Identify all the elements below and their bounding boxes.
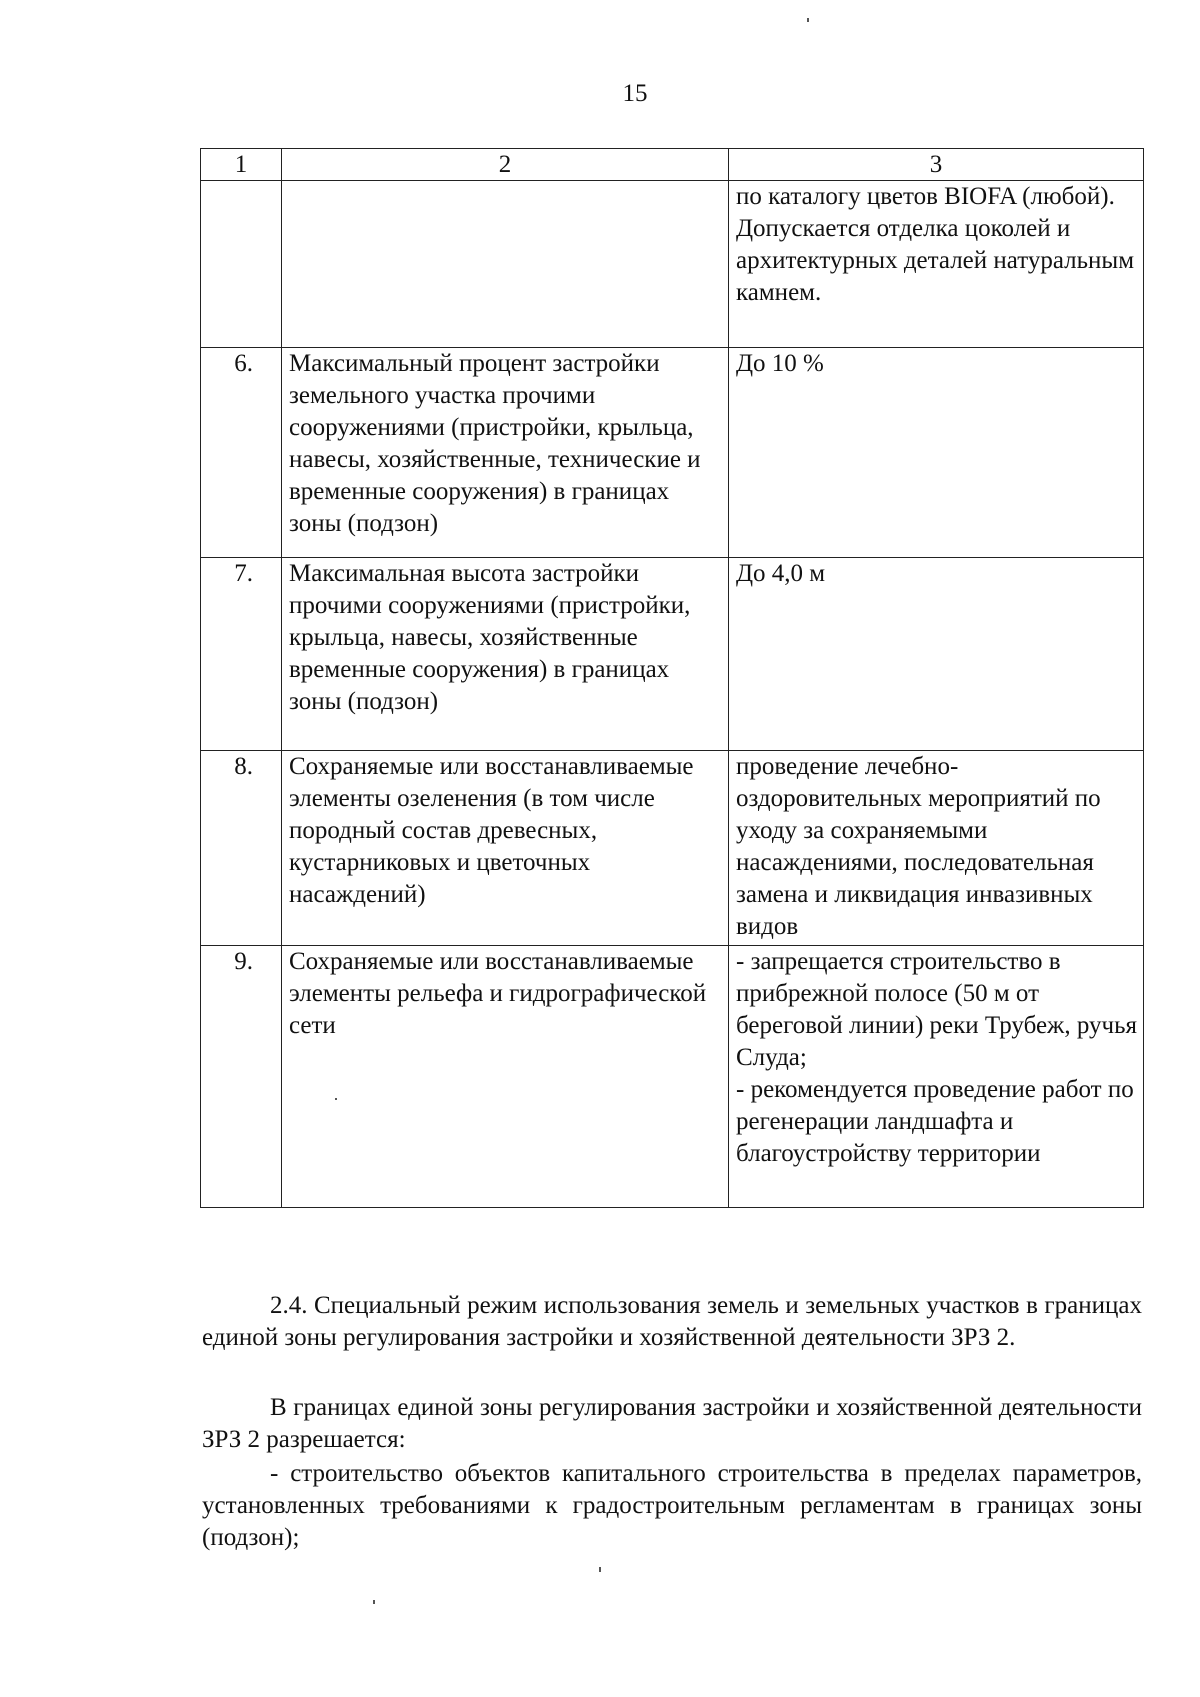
row-value-line: До 10 % (736, 350, 824, 377)
row-parameter (282, 181, 729, 348)
row-value-line: До 4,0 м (736, 560, 826, 587)
row-number: 6. (201, 348, 282, 558)
row-value-line: проведение лечебно-оздоровительных мероприятий по уходу за сохраняемыми насаждениями, последовательная замена и ликвидация инвазивных видов (736, 753, 1101, 940)
table-header-row (201, 149, 1144, 181)
row-number: 7. (201, 558, 282, 751)
row-parameter: Сохраняемые или восстанавливаемые элементы озеленения (в том числе породный состав древесных, кустарниковых и цветочных насаждений) (282, 751, 729, 946)
table-row (201, 558, 1144, 751)
section-heading-paragraph: 2.4. Специальный режим использования земель и земельных участков в границах единой зоны регулирования застройки и хозяйственной деятельности ЗРЗ 2. (202, 1292, 1142, 1351)
row-value (729, 181, 1144, 348)
row-number: 8. (201, 751, 282, 946)
header-cell-2: 2 (282, 149, 729, 181)
table-row (201, 181, 1144, 348)
header-cell-1: 1 (201, 149, 282, 181)
row-parameter: Максимальный процент застройки земельного участка прочими сооружениями (пристройки, крыльца, навесы, хозяйственные, технические и временные сооружения) в границах зоны (подзон) (282, 348, 729, 558)
row-number (201, 181, 282, 348)
row-value (729, 946, 1144, 1208)
row-value (729, 348, 1144, 558)
row-value-line: - рекомендуется проведение работ по регенерации ландшафта и благоустройству территории (736, 1076, 1134, 1167)
row-value-line: Допускается отделка цоколей и архитектурных деталей натуральным камнем. (736, 215, 1135, 306)
requirements-table (200, 148, 1144, 1208)
table-row (201, 348, 1144, 558)
body-paragraph: - строительство объектов капитального строительства в пределах параметров, установленных требованиями к градостроительным регламентам в границах зоны (подзон); (202, 1460, 1142, 1551)
row-parameter: Максимальная высота застройки прочими сооружениями (пристройки, крыльца, навесы, хозяйственные временные сооружения) в границах зоны (подзон) (282, 558, 729, 751)
body-paragraph: В границах единой зоны регулирования застройки и хозяйственной деятельности ЗРЗ 2 разрешается: (202, 1394, 1142, 1453)
row-value (729, 751, 1144, 946)
header-cell-3: 3 (729, 149, 1144, 181)
row-number: 9. (201, 946, 282, 1208)
row-parameter: Сохраняемые или восстанавливаемые элементы рельефа и гидрографической сети (282, 946, 729, 1208)
table-row (201, 751, 1144, 946)
row-value-line: - запрещается строительство в прибрежной полосе (50 м от береговой линии) реки Трубеж, ручья Слуда; (736, 948, 1137, 1071)
row-value (729, 558, 1144, 751)
page-number: 15 (622, 80, 648, 107)
row-value-line: по каталогу цветов BIOFA (любой). (736, 183, 1115, 210)
table-row (201, 946, 1144, 1208)
